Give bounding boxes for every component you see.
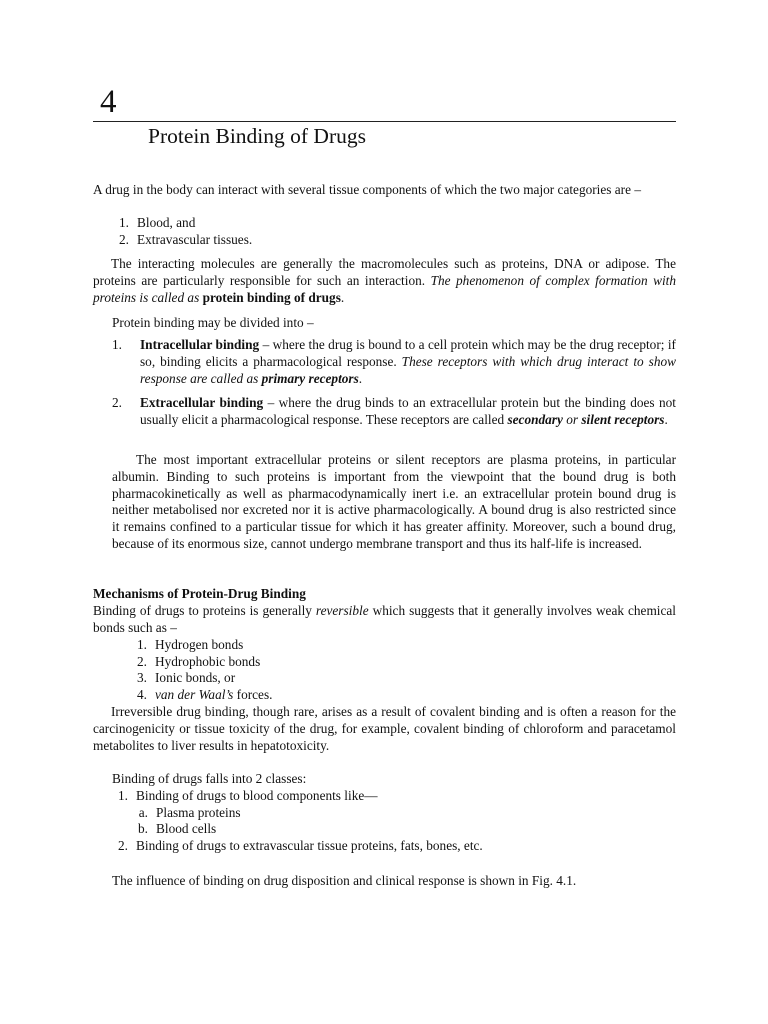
influence-paragraph: The influence of binding on drug disposition and clinical response is shown in Fig. 4.1.	[112, 873, 577, 888]
plasma-proteins-paragraph: The most important extracellular proteins or silent receptors are plasma proteins, in particular albumin. Binding to such proteins is important from the viewpoint that the bound drug is both pharmacokinetically as well as pharmacodynamically inert i.e. an extracellular protein bound drug is neither metabolised nor excreted nor it is active pharmacologically. A bound drug is also restricted since it remains confined to a particular tissue for which it has greater affinity. Moreover, such a bound drug, because of its enormous size, cannot undergo membrane transport and thus its half-life is increased.	[112, 452, 676, 551]
intracellular-binding-item: 1. Intracellular binding – where the drug is bound to a cell protein which may be the drug receptor; if so, binding elicits a pharmacological response. These receptors with which drug interact to show response are called as primary receptors.	[112, 337, 676, 386]
bond-list-item: 4. van der Waal’s forces.	[137, 687, 273, 702]
bond-list-item: 2. Hydrophobic bonds	[137, 654, 261, 669]
bond-list-item: 3. Ionic bonds, or	[137, 670, 236, 685]
mechanisms-heading: Mechanisms of Protein-Drug Binding	[93, 586, 306, 601]
classes-lead: Binding of drugs falls into 2 classes:	[112, 771, 307, 786]
interacting-paragraph: The interacting molecules are generally the macromolecules such as proteins, DNA or adipose. The proteins are particularly responsible for such an interaction. The phenomenon of complex formation with proteins is called as protein binding of drugs.	[93, 256, 676, 305]
extracellular-binding-item: 2. Extracellular binding – where the drug binds to an extracellular protein but the binding does not usually elicit a pharmacological response. These receptors are called secondary or silent receptors.	[112, 395, 676, 427]
chapter-number: 4	[100, 84, 117, 120]
class-list-item: 1. Binding of drugs to blood components like—	[118, 788, 378, 803]
intro-paragraph: A drug in the body can interact with several tissue components of which the two major categories are –	[93, 182, 641, 197]
mechanisms-paragraph: Binding of drugs to proteins is generally reversible which suggests that it generally involves weak chemical bonds such as –	[93, 603, 676, 635]
bond-list-item: 1. Hydrogen bonds	[137, 637, 244, 652]
division-lead: Protein binding may be divided into –	[112, 315, 314, 330]
class-list-item: 2. Binding of drugs to extravascular tissue proteins, fats, bones, etc.	[118, 838, 483, 853]
list-item: 2. Extravascular tissues.	[119, 232, 253, 247]
class-sub-item: b. Blood cells	[138, 821, 217, 836]
class-sub-item: a. Plasma proteins	[138, 805, 241, 820]
chapter-title: Protein Binding of Drugs	[148, 124, 366, 148]
irreversible-paragraph: Irreversible drug binding, though rare, arises as a result of covalent binding and is often a reason for the carcinogenicity or tissue toxicity of the drug, for example, covalent binding of chloroform and paracetamol metabolites to liver results in hepatotoxicity.	[93, 704, 676, 753]
list-item: 1. Blood, and	[119, 215, 196, 230]
